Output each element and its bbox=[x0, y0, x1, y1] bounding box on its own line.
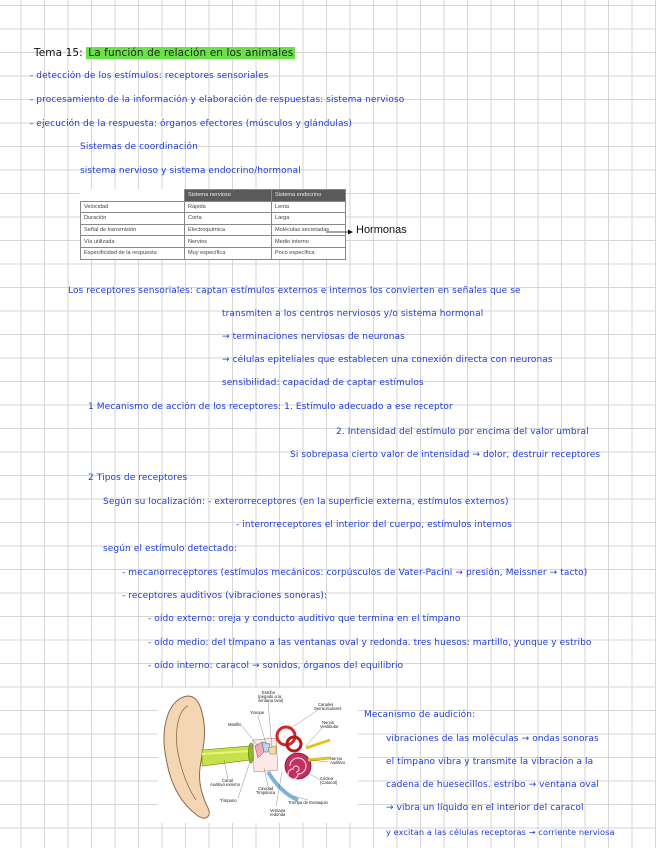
ear-label: Nervio bbox=[330, 756, 343, 761]
types-localization-2: - interorreceptores el interior del cuerpo, estímulos internos bbox=[236, 520, 512, 530]
hearing-line-3: cadena de huesecillos. estribo → ventana oval bbox=[386, 780, 599, 790]
types-auditory: - receptores auditivos (vibraciones sonoras): bbox=[122, 591, 328, 601]
ear-label: redonda bbox=[270, 812, 286, 817]
table-header-cell: Sistema endocrino bbox=[272, 190, 346, 202]
arrow-icon bbox=[326, 228, 354, 236]
coordination-heading: Sistemas de coordinación bbox=[80, 142, 198, 152]
ear-label: Yunque bbox=[250, 710, 265, 715]
ear-label: ventana oval) bbox=[258, 698, 284, 703]
ear-internal: - oído interno: caracol → sonidos, órganos del equilibrio bbox=[148, 661, 404, 671]
table-cell: Corta bbox=[185, 213, 272, 225]
intro-line-3: - ejecución de la respuesta: órganos efectores (músculos y glándulas) bbox=[30, 119, 353, 129]
table-cell: Nervios bbox=[185, 236, 272, 248]
intro-line-2: - procesamiento de la información y elaboración de respuestas: sistema nervioso bbox=[30, 95, 405, 105]
hormonas-label: Hormonas bbox=[356, 224, 407, 236]
ear-label: Cóclea bbox=[320, 776, 334, 781]
ear-label: Martillo bbox=[228, 722, 242, 727]
table-row bbox=[81, 247, 346, 259]
table-cell: Especificidad de la respuesta bbox=[81, 247, 185, 259]
table-cell: Señal de transmisión bbox=[81, 224, 185, 236]
mechanism-line-1: 1 Mecanismo de acción de los receptores: 1. Estímulo adecuado a ese receptor bbox=[88, 402, 453, 412]
table-cell: Poco específica bbox=[272, 247, 346, 259]
ear-label: Auditivo externo bbox=[210, 782, 241, 787]
types-heading: 2 Tipos de receptores bbox=[88, 473, 188, 483]
ear-label: Timpánica bbox=[256, 790, 276, 795]
ear-external: - oído externo: oreja y conducto auditivo que termina en el tímpano bbox=[148, 614, 461, 624]
hearing-line-2: el tímpano vibra y transmite la vibración a la bbox=[386, 757, 594, 767]
receptors-line-1: Los receptores sensoriales: captan estímulos externos e internos los convierten en señales que se bbox=[68, 286, 521, 296]
page-title bbox=[34, 47, 295, 59]
ear-label: Tímpano bbox=[220, 798, 237, 803]
table-row bbox=[81, 201, 346, 213]
ear-label: Estribo bbox=[262, 690, 276, 695]
types-mechanoreceptors: - mecanorreceptores (estímulos mecánicos: corpúsculos de Vater-Pacini → presión, Meissner → tacto) bbox=[122, 568, 588, 578]
ear-label: (pegado a la bbox=[258, 694, 282, 699]
table-cell: Duración bbox=[81, 213, 185, 225]
receptors-line-5: sensibilidad: capacidad de captar estímulos bbox=[222, 378, 424, 388]
title-highlight: La función de relación en los animales bbox=[88, 47, 294, 59]
table-cell: Muy específica bbox=[185, 247, 272, 259]
ear-label: Nervio bbox=[322, 720, 335, 725]
table-cell: Velocidad bbox=[81, 201, 185, 213]
table-cell: Electroquímica bbox=[185, 224, 272, 236]
receptors-line-3: → terminaciones nerviosas de neuronas bbox=[222, 332, 405, 342]
table-header-cell: Sistema nervioso bbox=[185, 190, 272, 202]
ear-label: Ventana bbox=[270, 808, 286, 813]
ear-label: Canales bbox=[318, 702, 334, 707]
table-row bbox=[81, 213, 346, 225]
table-cell: Moléculas secretadas bbox=[272, 224, 346, 236]
ear-label: Auditivo bbox=[330, 760, 345, 765]
hearing-heading: Mecanismo de audición: bbox=[364, 710, 476, 720]
title-prefix: Tema 15: bbox=[34, 47, 83, 59]
comparison-table bbox=[80, 189, 346, 260]
table-cell: Vía utilizada bbox=[81, 236, 185, 248]
table-header-empty bbox=[81, 190, 185, 202]
ear-middle: - oído medio: del tímpano a las ventanas oval y redonda. tres huesos: martillo, yunque y estribo bbox=[148, 638, 592, 648]
table-cell: Lenta bbox=[272, 201, 346, 213]
intro-line-1: - detección de los estímulos: receptores sensoriales bbox=[30, 71, 269, 81]
hearing-line-4: → vibra un líquido en el interior del caracol bbox=[386, 803, 584, 813]
mechanism-line-2: 2. Intensidad del estímulo por encima del valor umbral bbox=[336, 427, 589, 437]
table-header-row bbox=[81, 190, 346, 202]
types-stimulus-heading: según el estímulo detectado: bbox=[103, 544, 238, 554]
table-row bbox=[81, 224, 346, 236]
table-row bbox=[81, 236, 346, 248]
table-cell: Medio interno bbox=[272, 236, 346, 248]
types-localization-1: Según su localización: - exterorreceptores (en la superficie externa, estímulos externos) bbox=[103, 497, 509, 507]
hearing-line-1: vibraciones de las moléculas → ondas sonoras bbox=[386, 734, 599, 744]
ear-label: (Caracol) bbox=[320, 780, 338, 785]
receptors-line-4: → células epiteliales que establecen una conexión directa con neuronas bbox=[222, 355, 553, 365]
table-cell: Larga bbox=[272, 213, 346, 225]
hearing-line-5: y excitan a las células receptoras → corriente nerviosa bbox=[386, 827, 615, 837]
mechanism-line-3: Si sobrepasa cierto valor de intensidad → dolor, destruir receptores bbox=[290, 450, 601, 460]
receptors-line-2: transmiten a los centros nerviosos y/o sistema hormonal bbox=[222, 309, 484, 319]
ear-label: Canal bbox=[222, 778, 233, 783]
table-cell: Rápida bbox=[185, 201, 272, 213]
ear-label: Trompa de Eustaquio bbox=[288, 800, 328, 805]
ear-label: Vestibular bbox=[320, 724, 339, 729]
coordination-line: sistema nervioso y sistema endocrino/hormonal bbox=[80, 166, 301, 176]
ear-label: Cavidad bbox=[258, 786, 274, 791]
ear-label: Semicirculares bbox=[314, 706, 342, 711]
ear-diagram bbox=[158, 688, 358, 823]
